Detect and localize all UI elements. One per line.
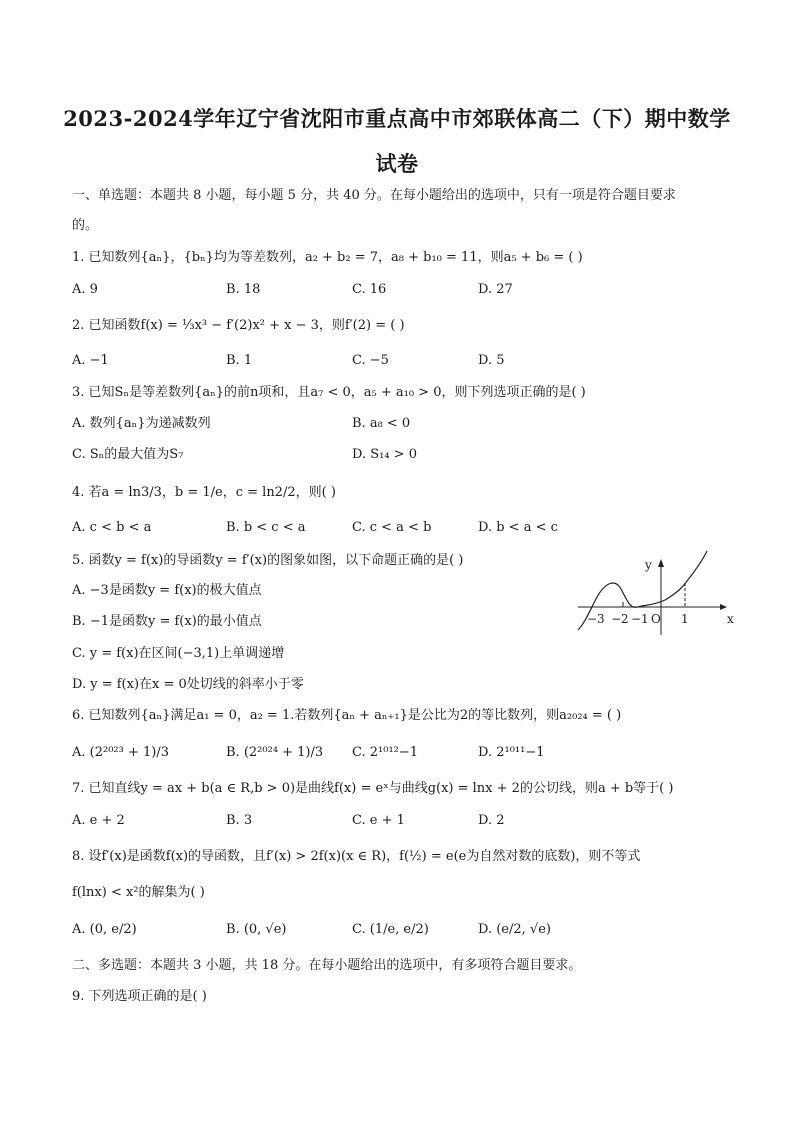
question-2-stem: 2. 已知函数f(x) = ⅓x³ − f′(2)x² + x − 3，则f′(2) = ( ): [72, 318, 405, 333]
question-5-option-a: A. −3是函数y = f(x)的极大值点: [72, 583, 262, 598]
question-2-option-c: C. −5: [352, 353, 389, 368]
derivative-graph-figure: [575, 545, 735, 637]
question-3-stem: 3. 已知Sₙ是等差数列{aₙ}的前n项和，且a₇ < 0，a₅ + a₁₀ > 0，则下列选项正确的是( ): [72, 385, 586, 400]
question-7-stem: 7. 已知直线y = ax + b(a ∈ R,b > 0)是曲线f(x) = eˣ与曲线g(x) = lnx + 2的公切线，则a + b等于( ): [72, 781, 674, 796]
tick-label-minus-2: −2: [611, 612, 629, 626]
question-4-stem: 4. 若a = ln3/3，b = 1/e，c = ln2/2，则( ): [72, 485, 336, 500]
question-2-option-b: B. 1: [226, 353, 253, 368]
question-7-option-b: B. 3: [226, 813, 253, 828]
question-8-option-d: D. (e/2, √e): [478, 922, 551, 937]
question-6-option-c: C. 2¹⁰¹²−1: [352, 745, 419, 760]
x-axis-arrow: [720, 604, 727, 610]
question-4-option-b: B. b < c < a: [226, 520, 306, 535]
question-6-option-b: B. (2²⁰²⁴ + 1)/3: [226, 745, 324, 760]
question-5-option-c: C. y = f(x)在区间(−3,1)上单调递增: [72, 646, 285, 661]
y-axis-label: y: [645, 558, 652, 572]
section-heading-multi-choice: 二、多选题：本题共 3 小题，共 18 分。在每小题给出的选项中，有多项符合题目要求。: [72, 958, 582, 973]
question-5-option-d: D. y = f(x)在x = 0处切线的斜率小于零: [72, 677, 304, 692]
question-4-option-c: C. c < a < b: [352, 520, 432, 535]
question-3-option-d: D. S₁₄ > 0: [352, 447, 417, 462]
y-axis-arrow: [658, 559, 664, 567]
question-1-stem: 1. 已知数列{aₙ}，{bₙ}均为等差数列，a₂ + b₂ = 7，a₈ + b₁₀ = 11，则a₅ + b₆ = ( ): [72, 250, 583, 265]
section-heading-single-choice-cont: 的。: [72, 218, 99, 233]
question-2-option-a: A. −1: [72, 353, 109, 368]
question-3-option-b: B. a₈ < 0: [352, 416, 411, 431]
question-9-stem: 9. 下列选项正确的是( ): [72, 989, 207, 1004]
question-7-option-c: C. e + 1: [352, 813, 405, 828]
question-1-option-d: D. 27: [478, 282, 513, 297]
section-heading-single-choice: 一、单选题：本题共 8 小题，每小题 5 分，共 40 分。在每小题给出的选项中，只有一项是符合题目要求: [72, 188, 676, 203]
question-2-option-d: D. 5: [478, 353, 505, 368]
page-title: 2023-2024学年辽宁省沈阳市重点高中市郊联体高二（下）期中数学: [63, 106, 731, 131]
question-8-stem-cont: f(lnx) < x²的解集为( ): [72, 885, 205, 900]
question-4-option-a: A. c < b < a: [72, 520, 152, 535]
question-3-option-c: C. Sₙ的最大值为S₇: [72, 447, 184, 462]
question-8-option-c: C. (1/e, e/2): [352, 922, 429, 937]
question-7-option-a: A. e + 2: [72, 813, 125, 828]
question-6-option-d: D. 2¹⁰¹¹−1: [478, 745, 545, 760]
question-1-option-a: A. 9: [72, 282, 98, 297]
question-6-stem: 6. 已知数列{aₙ}满足a₁ = 0，a₂ = 1.若数列{aₙ + aₙ₊₁}是公比为2的等比数列，则a₂₀₂₄ = ( ): [72, 708, 622, 723]
question-5-stem: 5. 函数y = f(x)的导函数y = f′(x)的图象如图，以下命题正确的是( ): [72, 553, 464, 568]
question-8-option-a: A. (0, e/2): [72, 922, 137, 937]
question-1-option-b: B. 18: [226, 282, 261, 297]
question-6-option-a: A. (2²⁰²³ + 1)/3: [72, 745, 169, 760]
question-1-option-c: C. 16: [352, 282, 387, 297]
tick-label-1: 1: [681, 612, 689, 626]
page-title-continued: 试卷: [375, 151, 419, 176]
tick-label-minus-3: −3: [587, 612, 605, 626]
question-5-option-b: B. −1是函数y = f(x)的最小值点: [72, 614, 262, 629]
question-3-option-a: A. 数列{aₙ}为递减数列: [72, 416, 211, 431]
question-8-option-b: B. (0, √e): [226, 922, 287, 937]
tick-label-minus-1: −1: [631, 612, 649, 626]
x-axis-label: x: [727, 612, 734, 626]
question-8-stem: 8. 设f′(x)是函数f(x)的导函数，且f′(x) > 2f(x)(x ∈ R)，f(½) = e(e为自然对数的底数)，则不等式: [72, 849, 641, 864]
origin-label: O: [651, 612, 661, 626]
question-7-option-d: D. 2: [478, 813, 505, 828]
question-4-option-d: D. b < a < c: [478, 520, 558, 535]
